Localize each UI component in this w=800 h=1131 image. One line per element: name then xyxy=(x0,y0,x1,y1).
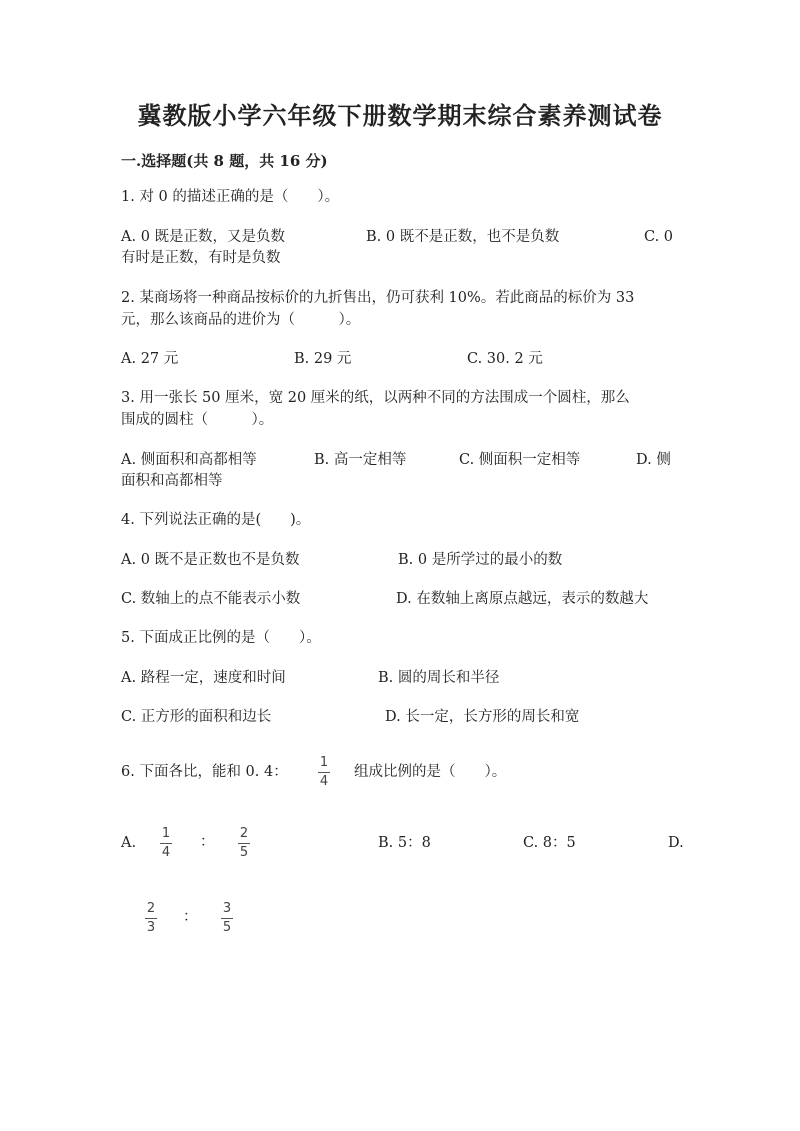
q5-stem: 5. 下面成正比例的是（ ）。 xyxy=(121,630,321,646)
q2-stem-line2: 元，那么该商品的进价为（ ）。 xyxy=(121,312,361,328)
q5-option-d: D. 长一定，长方形的周长和宽 xyxy=(385,709,580,725)
section-heading: 一.选择题(共 8 题，共 16 分) xyxy=(121,152,328,170)
fraction-numerator: 3 xyxy=(222,901,232,916)
q1-stem: 1. 对 0 的描述正确的是（ ）。 xyxy=(121,189,340,205)
q4-option-d: D. 在数轴上离原点越远，表示的数越大 xyxy=(396,591,649,607)
fraction-denominator: 3 xyxy=(146,920,156,935)
fraction-denominator: 4 xyxy=(161,845,171,860)
q5-option-b: B. 圆的周长和半径 xyxy=(378,670,500,686)
fraction-bar xyxy=(238,843,250,844)
q6-option-d-colon: ： xyxy=(183,909,198,925)
fraction-bar xyxy=(318,772,330,773)
q3-option-a: A. 侧面积和高都相等 xyxy=(121,452,257,468)
fraction-numerator: 1 xyxy=(161,826,171,841)
q3-option-c: C. 侧面积一定相等 xyxy=(459,452,581,468)
q6-option-a-fraction-2 xyxy=(238,827,250,860)
q4-option-b: B. 0 是所学过的最小的数 xyxy=(398,552,563,568)
q6-stem-pre: 6. 下面各比，能和 0. 4： xyxy=(121,764,288,780)
fraction-numerator: 2 xyxy=(146,901,156,916)
q6-option-c: C. 8：5 xyxy=(523,835,576,851)
fraction-numerator: 2 xyxy=(239,826,249,841)
q6-option-a-colon: ： xyxy=(200,834,215,850)
q6-option-d-fraction-2 xyxy=(221,902,233,935)
q4-stem: 4. 下列说法正确的是( )。 xyxy=(121,512,311,528)
fraction-denominator: 4 xyxy=(319,774,329,789)
q2-option-a: A. 27 元 xyxy=(121,351,179,367)
q3-option-d: D. 侧 xyxy=(636,452,671,468)
q2-stem-line1: 2. 某商场将一种商品按标价的九折售出，仍可获利 10%。若此商品的标价为 33 xyxy=(121,290,635,306)
q4-option-c: C. 数轴上的点不能表示小数 xyxy=(121,591,301,607)
page-title: 冀教版小学六年级下册数学期末综合素养测试卷 xyxy=(137,101,663,130)
fraction-numerator: 1 xyxy=(319,755,329,770)
fraction-bar xyxy=(145,918,157,919)
q1-option-b: B. 0 既不是正数，也不是负数 xyxy=(366,229,560,245)
q2-option-b: B. 29 元 xyxy=(294,351,352,367)
fraction-denominator: 5 xyxy=(222,920,232,935)
q6-option-a-label: A. xyxy=(121,835,137,851)
q6-option-d-fraction-1 xyxy=(145,902,157,935)
q1-option-a: A. 0 既是正数，又是负数 xyxy=(121,229,286,245)
q3-option-b: B. 高一定相等 xyxy=(314,452,407,468)
q6-stem-fraction xyxy=(318,756,330,789)
fraction-bar xyxy=(160,843,172,844)
q2-option-c: C. 30. 2 元 xyxy=(467,351,543,367)
q6-option-b: B. 5：8 xyxy=(378,835,431,851)
q6-option-a-fraction-1 xyxy=(160,827,172,860)
q1-option-c: C. 0 xyxy=(644,229,674,245)
fraction-bar xyxy=(221,918,233,919)
q3-option-d-cont: 面积和高都相等 xyxy=(121,473,223,489)
q3-stem-line2: 围成的圆柱（ ）。 xyxy=(121,412,274,428)
q6-stem-post: 组成比例的是（ ）。 xyxy=(354,764,507,780)
q1-option-c-cont: 有时是正数，有时是负数 xyxy=(121,250,281,266)
q4-option-a: A. 0 既不是正数也不是负数 xyxy=(121,552,300,568)
q5-option-a: A. 路程一定，速度和时间 xyxy=(121,670,286,686)
q6-option-d-label: D. xyxy=(668,835,684,851)
fraction-denominator: 5 xyxy=(239,845,249,860)
q5-option-c: C. 正方形的面积和边长 xyxy=(121,709,272,725)
q3-stem-line1: 3. 用一张长 50 厘米，宽 20 厘米的纸，以两种不同的方法围成一个圆柱，那么 xyxy=(121,390,630,406)
